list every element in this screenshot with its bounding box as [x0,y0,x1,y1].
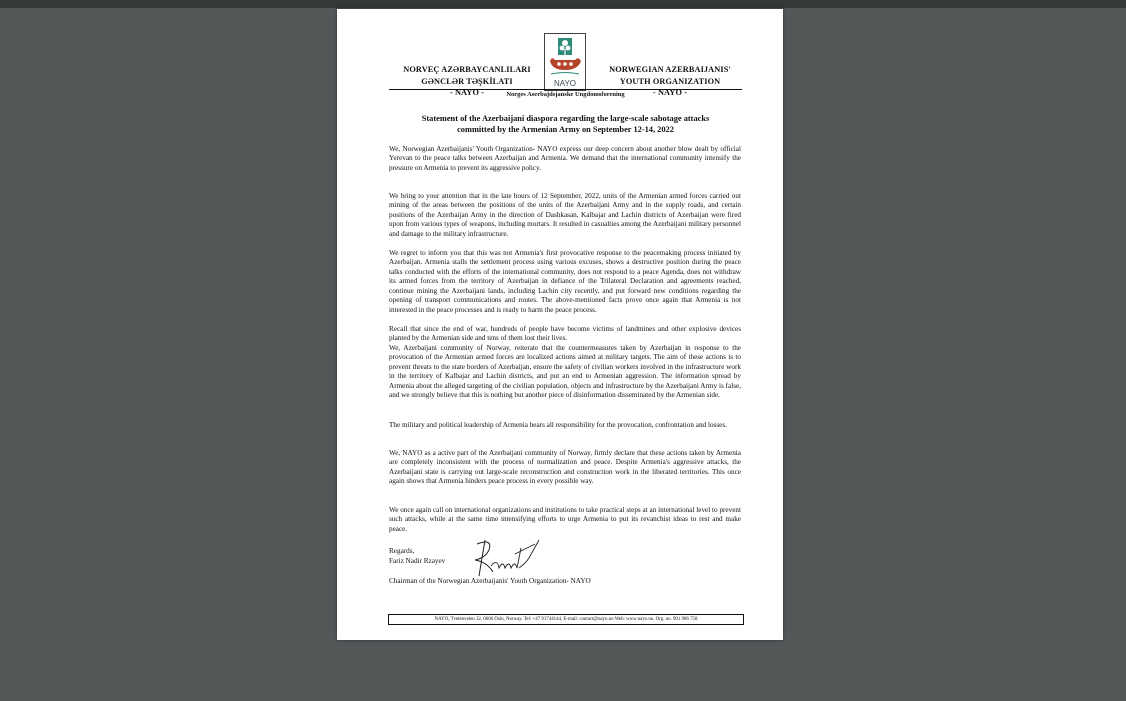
paragraph-text: We, Norwegian Azerbaijanis' Youth Organization- NAYO express our deep concern about another blow dealt by official Yerevan to the peace talks between Azerbaijan and Armenia. We demand that the international community intensify the pressure on Armenia to prevent its aggressive policy. [389,145,741,172]
handwritten-signature-icon [463,536,545,580]
paragraph-text: We, Azerbaijani community of Norway, reiterate that the countermeasures taken by Azerbaijan in response to the provocation of the Armenian armed forces are localized actions aimed at military targets. The aim of these actions is to prevent threats to the state borders of Azerbaijan, ensure the safety of civilian workers involved in the infrastructure work in the territory of Kalbajar and Lachin districts, and put an end to Armenian aggression. The information spread by Armenia about the alleged targeting of the civilian population, objects and infrastructure by the Azerbaijani Army is false, and we strongly believe that this is nothing but another piece of disinformation disseminated by the Armenian side. [389,343,741,400]
paragraph-7 [389,449,741,487]
title-line-1: Statement of the Azerbaijani diaspora regarding the large-scale sabotage attacks [421,114,710,123]
footer-contact: NAYO, Tvetenveien 32, 0666 Oslo, Norway. Tel: +47 91744144, E-mail: contact@nayo.no Web: www.nayo.no. Org. no. 991 986 758 [388,614,744,625]
document-page [337,9,783,640]
paragraph-text: The military and political leadership of Armenia bears all responsibility for the provocation, confrontation and losses. [389,421,727,429]
closing: Regards, [389,547,415,555]
paragraph-text: Recall that since the end of war, hundreds of people have become victims of landmines and other explosive devices planted by the Armenian side and tens of them lost their lives. [389,325,741,343]
viewer-toolbar [0,0,1126,8]
letterhead-left-line1: NORVEÇ AZƏRBAYCANLILARI [403,65,531,74]
letterhead-left-line3: - NAYO - [449,88,485,97]
title-line-2: committed by the Armenian Army on September 12-14, 2022 [457,124,674,134]
signer-title: Chairman of the Norwegian Azerbaijanis' Youth Organization- NAYO [389,577,591,585]
logo-text: NAYO [553,79,577,88]
letterhead-right-line3: - NAYO - [652,88,688,97]
paragraph-text: We regret to inform you that this was not Armenia's first provocative response to the peacemaking process initiated by Azerbaijan. Armenia stalls the settlement process using various excuses, shows a destructive position during the peace talks conducted with the efforts of the international community, does not respond to a peace Agenda, does not withdraw its armed forces from the territory of Azerbaijan in defiance of the Trilateral Declaration and agreements reached, continue mining the Azerbaijani lands, including Lachin city recently, and put forward new conditions regarding the opening of transport communications and routes. The above-mentioned facts prove once again that Armenia is not interested in the peace processes and is ready to harm the peace process. [389,249,741,314]
signature-block [389,547,445,566]
paragraph-1 [389,145,741,173]
paragraph-4 [389,325,741,401]
nayo-viking-ship-tree-logo-icon [545,34,585,80]
paragraph-6 [389,421,741,430]
paragraph-text: We once again call on international organizations and institutions to take practical steps at an international level to prevent such attacks, while at the same time intensifying efforts to urge Armenia to put its revanchist ideas to rest and make peace. [389,506,741,533]
letterhead-subtitle: Norges Aserbajdsjanske Ungdomsforening [506,91,625,98]
letterhead-right-line2: YOUTH ORGANIZATION [619,76,721,86]
letterhead-right-line1: NORWEGIAN AZERBAIJANIS' [609,65,731,74]
paragraph-8 [389,506,741,534]
paragraph-2 [389,192,741,239]
signer-name: Fariz Nadir Rzayev [389,556,446,565]
document-title [389,114,742,135]
paragraph-text: We, NAYO as a active part of the Azerbaijani community of Norway, firmly declare that these actions taken by Armenia are completely inconsistent with the process of normalization and peace. Despite Armenia's aggressive attacks, the Azerbaijani state is carrying out large-scale reconstruction and construction work in the liberated territories. This once again shows that Armenia hinders peace process in every possible way. [389,449,741,486]
nayo-logo [544,33,586,91]
paragraph-text: We bring to your attention that in the late hours of 12 September, 2022, units of the Armenian armed forces carried out mining of the areas between the positions of the units of the Azerbaijani Army and in the supply roads, and certain positions of the Azerbaijan Army in the direction of Dashkasan, Kalbajar and Lachin districts of Azerbaijan were fired upon from various types of weapons, including mortars. It resulted in casualties among the Azerbaijani military personnel and damage to the military infrastructure. [389,192,741,238]
paragraph-3 [389,249,741,315]
letterhead-divider [389,89,742,90]
letterhead-left-line2: GƏNCLƏR TƏŞKİLATI [421,76,513,86]
